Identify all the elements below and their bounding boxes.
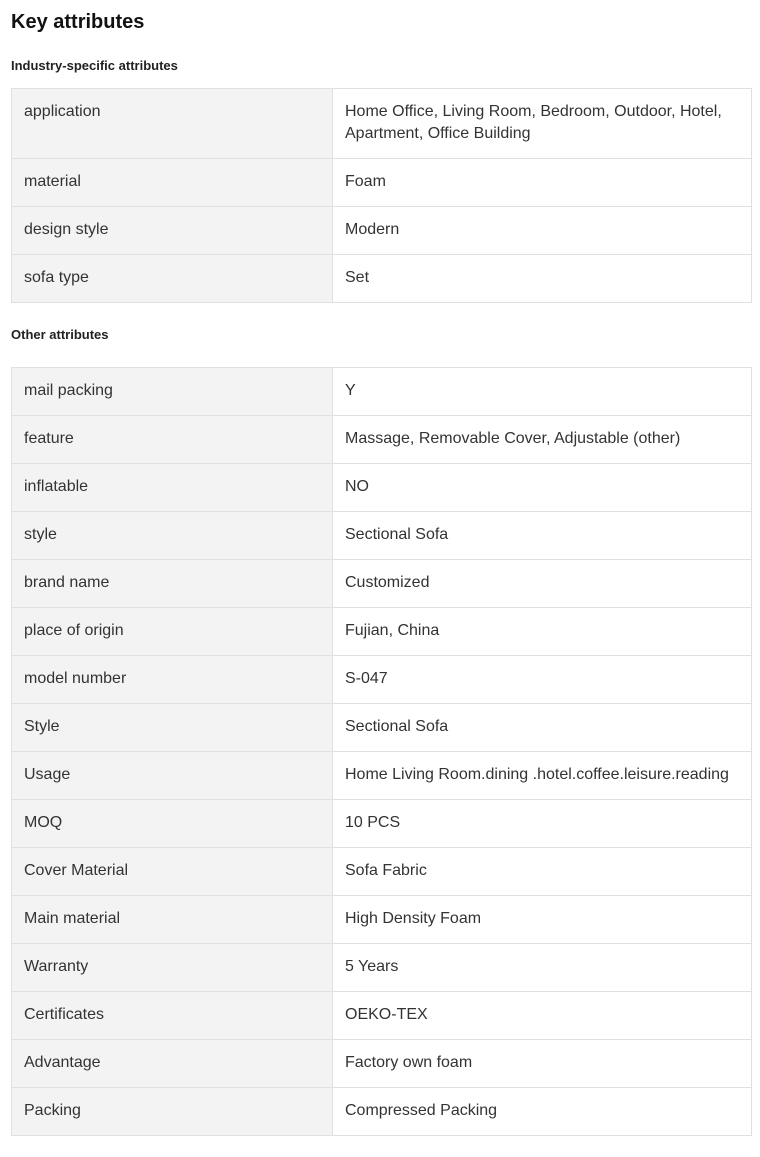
- page-title: Key attributes: [11, 11, 145, 33]
- section-title-industry: Industry-specific attributes: [11, 58, 178, 73]
- attribute-key: Cover Material: [12, 848, 333, 896]
- attribute-key: brand name: [12, 560, 333, 608]
- attribute-value: Sectional Sofa: [333, 704, 752, 752]
- attribute-key: Main material: [12, 896, 333, 944]
- attribute-value: Compressed Packing: [333, 1088, 752, 1136]
- attribute-value: Sectional Sofa: [333, 512, 752, 560]
- attribute-value: OEKO-TEX: [333, 992, 752, 1040]
- attribute-key: Style: [12, 704, 333, 752]
- attribute-key: material: [12, 159, 333, 207]
- attribute-value: NO: [333, 464, 752, 512]
- table-row: [12, 159, 752, 207]
- table-row: [12, 560, 752, 608]
- section-title-other: Other attributes: [11, 327, 109, 342]
- attribute-key: inflatable: [12, 464, 333, 512]
- table-row: [12, 1088, 752, 1136]
- table-row: [12, 1040, 752, 1088]
- table-row: [12, 848, 752, 896]
- attribute-value: Modern: [333, 207, 752, 255]
- table-row: [12, 368, 752, 416]
- attribute-value: Customized: [333, 560, 752, 608]
- table-row: [12, 207, 752, 255]
- attribute-value: 5 Years: [333, 944, 752, 992]
- attribute-key: model number: [12, 656, 333, 704]
- attribute-key: design style: [12, 207, 333, 255]
- attribute-value: Factory own foam: [333, 1040, 752, 1088]
- attribute-value: Massage, Removable Cover, Adjustable (other): [333, 416, 752, 464]
- attribute-key: mail packing: [12, 368, 333, 416]
- table-row: [12, 416, 752, 464]
- table-row: [12, 800, 752, 848]
- attribute-value: Sofa Fabric: [333, 848, 752, 896]
- attribute-key: Certificates: [12, 992, 333, 1040]
- table-row: [12, 944, 752, 992]
- attribute-value: High Density Foam: [333, 896, 752, 944]
- attribute-key: sofa type: [12, 255, 333, 303]
- attribute-key: MOQ: [12, 800, 333, 848]
- attribute-key: style: [12, 512, 333, 560]
- table-row: [12, 255, 752, 303]
- attribute-value: S-047: [333, 656, 752, 704]
- table-row: [12, 752, 752, 800]
- table-row: [12, 656, 752, 704]
- industry-attributes-table: [11, 88, 752, 303]
- attribute-key: feature: [12, 416, 333, 464]
- table-row: [12, 704, 752, 752]
- table-row: [12, 992, 752, 1040]
- attribute-value: Home Office, Living Room, Bedroom, Outdoor, Hotel, Apartment, Office Building: [333, 89, 752, 159]
- other-attributes-table: [11, 367, 752, 1136]
- attribute-key: Packing: [12, 1088, 333, 1136]
- table-row: [12, 512, 752, 560]
- attribute-key: Warranty: [12, 944, 333, 992]
- attribute-value: Fujian, China: [333, 608, 752, 656]
- table-row: [12, 896, 752, 944]
- attribute-key: Advantage: [12, 1040, 333, 1088]
- attribute-key: place of origin: [12, 608, 333, 656]
- attribute-key: application: [12, 89, 333, 159]
- attribute-value: Y: [333, 368, 752, 416]
- table-row: [12, 608, 752, 656]
- attribute-value: 10 PCS: [333, 800, 752, 848]
- attribute-value: Home Living Room.dining .hotel.coffee.leisure.reading: [333, 752, 752, 800]
- table-row: [12, 89, 752, 159]
- attribute-key: Usage: [12, 752, 333, 800]
- attribute-value: Foam: [333, 159, 752, 207]
- attribute-value: Set: [333, 255, 752, 303]
- table-row: [12, 464, 752, 512]
